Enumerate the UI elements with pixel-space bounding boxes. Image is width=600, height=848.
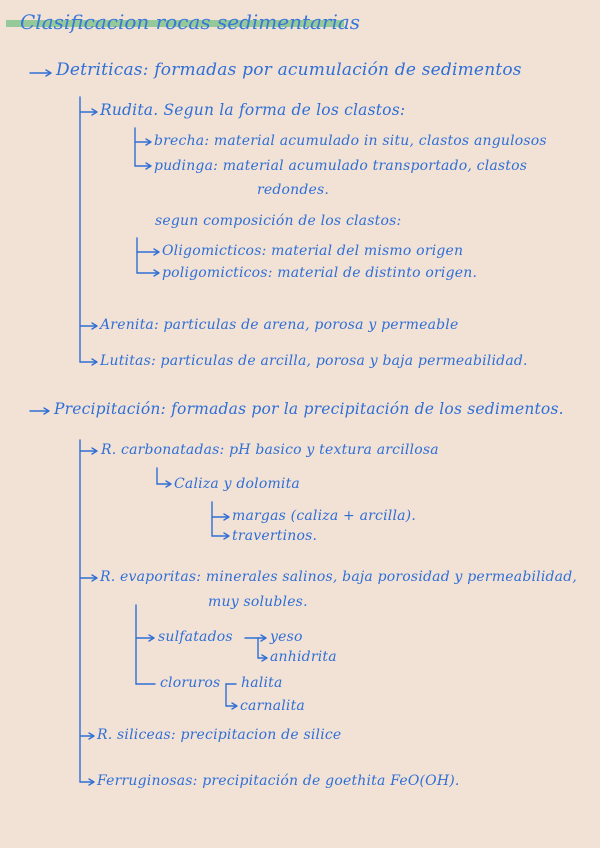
cloruros-label: cloruros: [160, 675, 221, 691]
ferruginosas-line: Ferruginosas: precipitación de goethita FeO(OH).: [97, 773, 460, 789]
composicion-line: segun composición de los clastos:: [155, 213, 402, 229]
halita-label: halita: [241, 675, 283, 691]
travertinos-line: travertinos.: [232, 528, 318, 544]
oligomicticos-line: Oligomicticos: material del mismo origen: [162, 243, 464, 259]
carbonatadas-line: R. carbonatadas: pH basico y textura arcillosa: [101, 442, 439, 458]
pudinga-line-2: redondes.: [257, 182, 330, 198]
precipitacion-heading: Precipitación: formadas por la precipitación de los sedimentos.: [54, 400, 564, 418]
siliceas-line: R. siliceas: precipitacion de silice: [97, 727, 342, 743]
caliza-line: Caliza y dolomita: [174, 476, 300, 492]
arenita-line: Arenita: particulas de arena, porosa y permeable: [100, 317, 459, 333]
lutitas-line: Lutitas: particulas de arcilla, porosa y baja permeabilidad.: [100, 353, 528, 369]
anhidrita-label: anhidrita: [270, 649, 337, 665]
yeso-label: yeso: [270, 629, 303, 645]
brecha-line: brecha: material acumulado in situ, clastos angulosos: [154, 133, 547, 149]
evaporitas-line-1: R. evaporitas: minerales salinos, baja porosidad y permeabilidad,: [100, 569, 578, 585]
carnalita-label: carnalita: [240, 698, 305, 714]
pudinga-line-1: pudinga: material acumulado transportado, clastos: [154, 158, 528, 174]
poligomicticos-line: poligomicticos: material de distinto origen.: [162, 265, 478, 281]
sulfatados-label: sulfatados: [158, 629, 233, 645]
evaporitas-line-2: muy solubles.: [208, 594, 308, 610]
rudita-line: Rudita. Segun la forma de los clastos:: [100, 101, 406, 119]
page-title: Clasificacion rocas sedimentarias: [20, 10, 361, 34]
margas-line: margas (caliza + arcilla).: [232, 508, 416, 524]
detriticas-heading: Detriticas: formadas por acumulación de sedimentos: [56, 60, 522, 80]
